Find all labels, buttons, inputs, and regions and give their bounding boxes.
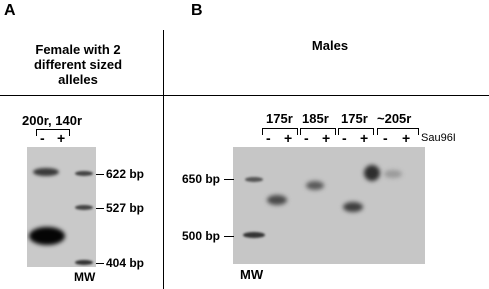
panel-a-band-minus-lower (29, 227, 65, 245)
panel-b-enzyme-label: Sau96I (421, 132, 456, 144)
panel-b-group-label-2: 185r (302, 111, 329, 126)
panel-b-gel-image (233, 147, 425, 264)
panel-a-marker-tick-404 (96, 263, 104, 264)
panel-a-band-mw-404 (75, 260, 93, 265)
panel-a-marker-tick-622 (96, 174, 104, 175)
panel-divider-vertical (163, 30, 164, 289)
panel-a-marker-404: 404 bp (106, 256, 145, 270)
panel-a-band-mw-622 (75, 171, 93, 176)
panel-b-sign-1-plus: + (284, 130, 293, 146)
panel-a-marker-622: 622 bp (106, 167, 145, 181)
panel-b-sign-3-minus: - (342, 130, 347, 146)
panel-b-sign-2-minus: - (304, 130, 309, 146)
panel-b-sign-3-plus: + (360, 130, 369, 146)
panel-b-group-label-1: 175r (266, 111, 293, 126)
panel-a-header-line-3: alleles (58, 72, 98, 87)
panel-b-letter: B (191, 2, 203, 19)
panel-b-band-lane-1-minus (267, 195, 287, 205)
header-divider-horizontal (0, 95, 489, 96)
panel-b-sign-4-minus: - (383, 130, 388, 146)
panel-b-mw-label: MW (240, 267, 264, 282)
panel-b-marker-650: 650 bp (182, 172, 221, 186)
panel-a-band-mw-527 (75, 205, 93, 210)
panel-a-header-line-1: Female with 2 (35, 42, 121, 57)
panel-a-marker-527: 527 bp (106, 201, 145, 215)
panel-a-marker-tick-527 (96, 208, 104, 209)
panel-b-marker-tick-650 (224, 179, 234, 180)
panel-b-sign-2-plus: + (322, 130, 331, 146)
panel-b-sign-4-plus: + (402, 130, 411, 146)
panel-b-band-lane-3-plus (364, 165, 380, 181)
panel-a-allele-label: 200r, 140r (22, 113, 83, 128)
panel-a-band-minus-upper (33, 168, 59, 176)
panel-b-band-lane-2-minus (306, 181, 324, 190)
panel-a-header (4, 42, 152, 87)
panel-a-lane-sign-plus: + (57, 130, 66, 146)
panel-b-header: Males (311, 38, 349, 53)
panel-b-band-lane-4-minus (384, 170, 402, 178)
panel-a-letter: A (4, 2, 16, 19)
panel-b-band-mw-500 (243, 232, 265, 238)
panel-a-mw-label: MW (74, 270, 96, 284)
panel-a-lane-sign-minus: - (40, 130, 45, 146)
panel-b-sign-1-minus: - (266, 130, 271, 146)
panel-b-group-label-4: ~205r (377, 111, 412, 126)
panel-b-marker-tick-500 (224, 236, 234, 237)
panel-b-band-lane-3-minus (343, 202, 363, 212)
panel-a-header-line-2: different sized (33, 57, 123, 72)
panel-b-marker-500: 500 bp (182, 229, 221, 243)
panel-b-group-label-3: 175r (341, 111, 368, 126)
panel-b-band-mw-650 (245, 177, 263, 182)
panel-a-gel-image (27, 147, 96, 267)
